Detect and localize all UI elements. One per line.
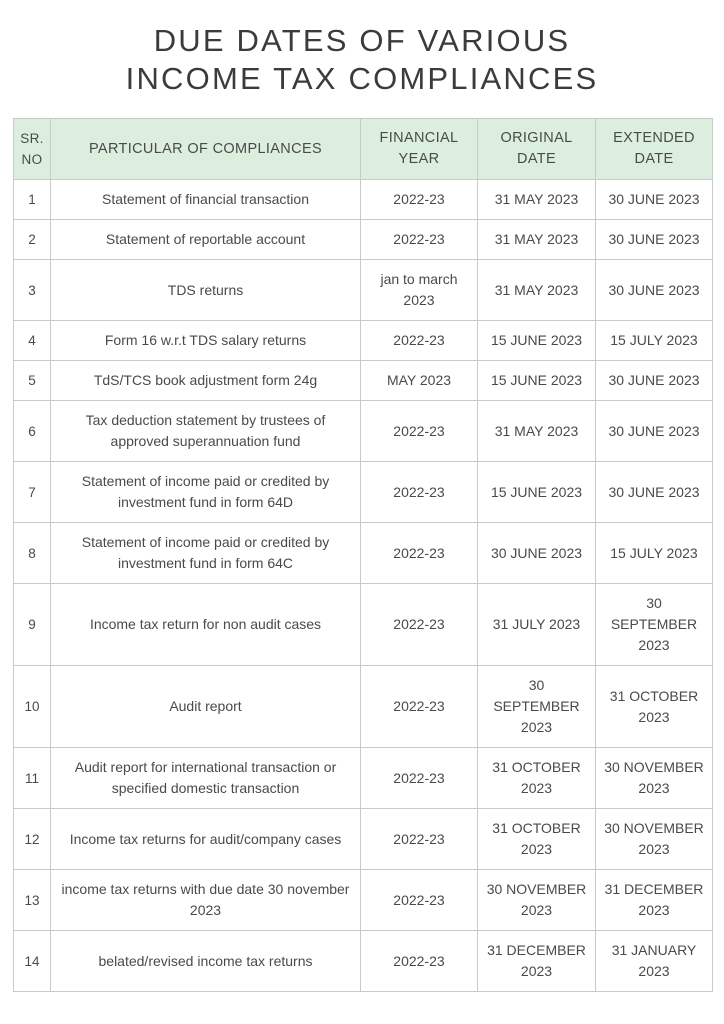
column-header-particular: PARTICULAR OF COMPLIANCES xyxy=(51,119,361,180)
cell-extended-date: 30 JUNE 2023 xyxy=(596,361,713,401)
cell-particular: Income tax returns for audit/company cases xyxy=(51,809,361,870)
cell-particular: Statement of reportable account xyxy=(51,220,361,260)
cell-sr-no: 6 xyxy=(14,401,51,462)
cell-sr-no: 4 xyxy=(14,321,51,361)
cell-sr-no: 8 xyxy=(14,523,51,584)
cell-financial-year: 2022-23 xyxy=(361,220,478,260)
cell-financial-year: 2022-23 xyxy=(361,523,478,584)
cell-financial-year: 2022-23 xyxy=(361,321,478,361)
table-row xyxy=(14,401,713,462)
cell-original-date: 15 JUNE 2023 xyxy=(478,462,596,523)
cell-original-date: 31 MAY 2023 xyxy=(478,260,596,321)
cell-financial-year: 2022-23 xyxy=(361,748,478,809)
table-row xyxy=(14,321,713,361)
column-header-extended-date-line-1: EXTENDED xyxy=(613,130,695,146)
cell-sr-no: 2 xyxy=(14,220,51,260)
cell-extended-date: 30 NOVEMBER 2023 xyxy=(596,748,713,809)
cell-financial-year: 2022-23 xyxy=(361,401,478,462)
cell-sr-no: 11 xyxy=(14,748,51,809)
cell-particular: Tax deduction statement by trustees of approved superannuation fund xyxy=(51,401,361,462)
page-title-line-2: INCOME TAX COMPLIANCES xyxy=(125,61,599,96)
cell-extended-date: 30 SEPTEMBER 2023 xyxy=(596,584,713,666)
cell-original-date: 31 DECEMBER 2023 xyxy=(478,931,596,992)
column-header-financial-year-line-1: FINANCIAL xyxy=(379,130,459,146)
compliance-table xyxy=(13,118,713,992)
cell-original-date: 31 OCTOBER 2023 xyxy=(478,748,596,809)
cell-particular: Form 16 w.r.t TDS salary returns xyxy=(51,321,361,361)
table-header xyxy=(14,119,713,180)
column-header-sr-no-line-2: NO xyxy=(21,152,43,167)
cell-extended-date: 31 DECEMBER 2023 xyxy=(596,870,713,931)
cell-extended-date: 30 NOVEMBER 2023 xyxy=(596,809,713,870)
column-header-original-date-line-1: ORIGINAL xyxy=(500,130,573,146)
cell-sr-no: 7 xyxy=(14,462,51,523)
cell-extended-date: 31 OCTOBER 2023 xyxy=(596,666,713,748)
page-title-line-1: DUE DATES OF VARIOUS xyxy=(153,23,571,58)
cell-original-date: 31 MAY 2023 xyxy=(478,180,596,220)
cell-financial-year: 2022-23 xyxy=(361,809,478,870)
column-header-financial-year xyxy=(361,119,478,180)
cell-particular: Income tax return for non audit cases xyxy=(51,584,361,666)
cell-financial-year: 2022-23 xyxy=(361,462,478,523)
cell-original-date: 31 OCTOBER 2023 xyxy=(478,809,596,870)
cell-sr-no: 3 xyxy=(14,260,51,321)
cell-original-date: 31 MAY 2023 xyxy=(478,401,596,462)
cell-extended-date: 30 JUNE 2023 xyxy=(596,180,713,220)
cell-extended-date: 15 JULY 2023 xyxy=(596,523,713,584)
cell-extended-date: 30 JUNE 2023 xyxy=(596,462,713,523)
cell-extended-date: 30 JUNE 2023 xyxy=(596,401,713,462)
column-header-sr-no xyxy=(14,119,51,180)
cell-sr-no: 12 xyxy=(14,809,51,870)
cell-sr-no: 9 xyxy=(14,584,51,666)
table-row xyxy=(14,462,713,523)
table-row xyxy=(14,666,713,748)
cell-financial-year: jan to march 2023 xyxy=(361,260,478,321)
cell-particular: Audit report xyxy=(51,666,361,748)
cell-original-date: 15 JUNE 2023 xyxy=(478,361,596,401)
compliance-table-container xyxy=(13,118,712,992)
cell-particular: Statement of income paid or credited by investment fund in form 64D xyxy=(51,462,361,523)
cell-financial-year: 2022-23 xyxy=(361,180,478,220)
cell-particular: Statement of income paid or credited by investment fund in form 64C xyxy=(51,523,361,584)
cell-financial-year: 2022-23 xyxy=(361,666,478,748)
cell-particular: belated/revised income tax returns xyxy=(51,931,361,992)
table-row xyxy=(14,260,713,321)
column-header-extended-date-line-2: DATE xyxy=(634,151,674,167)
cell-financial-year: 2022-23 xyxy=(361,931,478,992)
cell-sr-no: 1 xyxy=(14,180,51,220)
table-header-row xyxy=(14,119,713,180)
cell-particular: Statement of financial transaction xyxy=(51,180,361,220)
cell-financial-year: 2022-23 xyxy=(361,584,478,666)
cell-extended-date: 31 JANUARY 2023 xyxy=(596,931,713,992)
cell-sr-no: 10 xyxy=(14,666,51,748)
cell-particular: income tax returns with due date 30 november 2023 xyxy=(51,870,361,931)
page-title xyxy=(0,0,724,98)
cell-extended-date: 15 JULY 2023 xyxy=(596,321,713,361)
cell-original-date: 31 JULY 2023 xyxy=(478,584,596,666)
cell-original-date: 30 JUNE 2023 xyxy=(478,523,596,584)
column-header-original-date xyxy=(478,119,596,180)
cell-particular: TDS returns xyxy=(51,260,361,321)
table-body xyxy=(14,180,713,992)
cell-particular: TdS/TCS book adjustment form 24g xyxy=(51,361,361,401)
table-row xyxy=(14,809,713,870)
table-row xyxy=(14,870,713,931)
cell-financial-year: MAY 2023 xyxy=(361,361,478,401)
table-row xyxy=(14,220,713,260)
cell-financial-year: 2022-23 xyxy=(361,870,478,931)
column-header-extended-date xyxy=(596,119,713,180)
cell-original-date: 30 SEPTEMBER 2023 xyxy=(478,666,596,748)
table-row xyxy=(14,523,713,584)
cell-extended-date: 30 JUNE 2023 xyxy=(596,260,713,321)
table-row xyxy=(14,180,713,220)
cell-sr-no: 13 xyxy=(14,870,51,931)
table-row xyxy=(14,748,713,809)
cell-original-date: 30 NOVEMBER 2023 xyxy=(478,870,596,931)
table-row xyxy=(14,584,713,666)
table-row xyxy=(14,931,713,992)
column-header-original-date-line-2: DATE xyxy=(517,151,556,167)
cell-original-date: 31 MAY 2023 xyxy=(478,220,596,260)
cell-original-date: 15 JUNE 2023 xyxy=(478,321,596,361)
cell-extended-date: 30 JUNE 2023 xyxy=(596,220,713,260)
column-header-sr-no-line-1: SR. xyxy=(20,131,44,146)
column-header-financial-year-line-2: YEAR xyxy=(398,151,440,167)
cell-sr-no: 5 xyxy=(14,361,51,401)
cell-sr-no: 14 xyxy=(14,931,51,992)
table-row xyxy=(14,361,713,401)
cell-particular: Audit report for international transaction or specified domestic transaction xyxy=(51,748,361,809)
